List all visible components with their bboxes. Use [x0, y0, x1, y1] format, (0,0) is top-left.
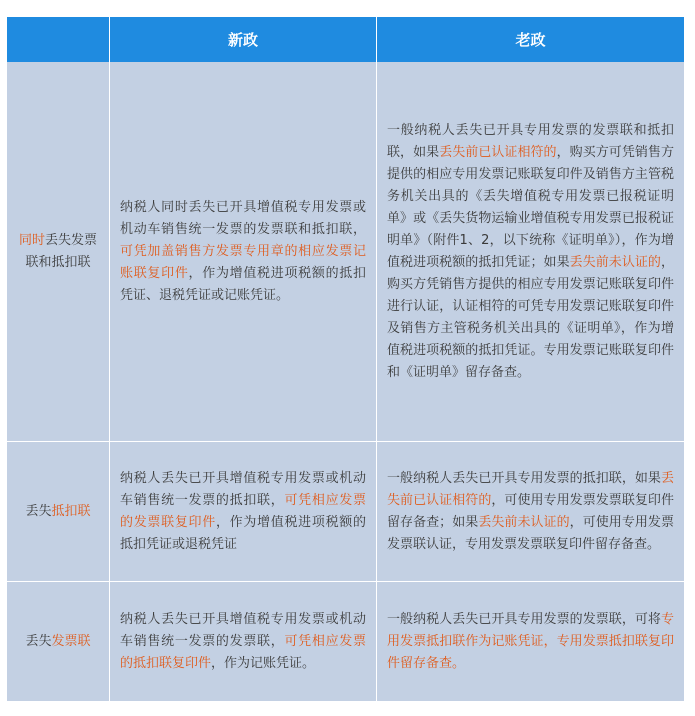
old-policy-cell — [377, 442, 684, 582]
highlight-segment: 丢失前未认证的 — [478, 514, 570, 530]
highlight-segment: 专用发票抵扣联作为记账凭证，专用发票抵扣联复印件留存备查。 — [387, 611, 674, 671]
highlight-segment: 丢失前已认证相符的 — [439, 144, 557, 160]
label-text: 丢失 — [25, 633, 52, 649]
row-label-deduction-lost — [7, 442, 110, 582]
highlight-segment: 丢失前未认证的 — [569, 254, 661, 270]
new-policy-cell — [110, 442, 377, 582]
policy-comparison-table — [7, 17, 684, 701]
row-label-invoice-lost — [7, 582, 110, 701]
label-highlight: 发票联 — [51, 633, 91, 649]
new-policy-cell — [110, 62, 377, 442]
table-row — [7, 582, 684, 701]
text-segment: 一般纳税人丢失已开具专用发票的抵扣联，如果 — [387, 470, 661, 486]
text-segment: ，作为增值税进项税额的抵扣凭证或退税凭证 — [120, 514, 366, 552]
text-segment: 一般纳税人丢失已开具专用发票的发票联，可将 — [387, 611, 661, 627]
text-segment: ，可使用专用发票发票联复印件留存备查；如果 — [387, 492, 674, 530]
label-highlight: 抵扣联 — [51, 503, 91, 519]
text-segment: ，作为记账凭证。 — [211, 655, 316, 671]
text-segment: ，可使用专用发票发票联认证，专用发票发票联复印件留存备查。 — [387, 514, 674, 552]
label-highlight: 同时 — [18, 232, 45, 248]
text-segment: 一般纳税人丢失已开具专用发票的发票联和抵扣联，如果 — [387, 122, 674, 160]
table-row — [7, 62, 684, 442]
text-segment: 纳税人丢失已开具增值税专用发票或机动车销售统一发票的抵扣联， — [120, 470, 366, 508]
header-new-policy: 新政 — [110, 17, 377, 62]
text-segment: 纳税人同时丢失已开具增值税专用发票或机动车销售统一发票的发票联和抵扣联， — [120, 199, 366, 237]
table-row — [7, 442, 684, 582]
row-label-both-lost — [7, 62, 110, 442]
old-policy-cell — [377, 62, 684, 442]
header-row — [7, 17, 684, 62]
highlight-segment: 可凭相应发票的抵扣联复印件 — [120, 633, 366, 671]
text-segment: ，购买方可凭销售方提供的相应专用发票记账联复印件及销售方主管税务机关出具的《丢失增值税专用发票已报税证明单》或《丢失货物运输业增值税专用发票已报税证明单》（附件1、2，以下统称《证明单》），作为增值税进项税额的抵扣凭证；如果 — [387, 144, 674, 270]
text-segment: ，购买方凭销售方提供的相应专用发票记账联复印件进行认证，认证相符的可凭专用发票记账联复印件及销售方主管税务机关出具的《证明单》，作为增值税进项税额的抵扣凭证。专用发票记账联复印件和《证明单》留存备查。 — [387, 254, 674, 380]
highlight-segment: 可凭相应发票的发票联复印件 — [120, 492, 366, 530]
text-segment: 纳税人丢失已开具增值税专用发票或机动车销售统一发票的发票联， — [120, 611, 366, 649]
label-text: 丢失发票联和抵扣联 — [25, 232, 98, 270]
text-segment: ，作为增值税进项税额的抵扣凭证、退税凭证或记账凭证。 — [120, 265, 366, 303]
header-empty-cell — [7, 17, 110, 62]
highlight-segment: 丢失前已认证相符的 — [387, 470, 674, 508]
label-text: 丢失 — [25, 503, 52, 519]
new-policy-cell — [110, 582, 377, 701]
highlight-segment: 可凭加盖销售方发票专用章的相应发票记账联复印件 — [120, 243, 366, 281]
header-old-policy: 老政 — [377, 17, 684, 62]
old-policy-cell — [377, 582, 684, 701]
